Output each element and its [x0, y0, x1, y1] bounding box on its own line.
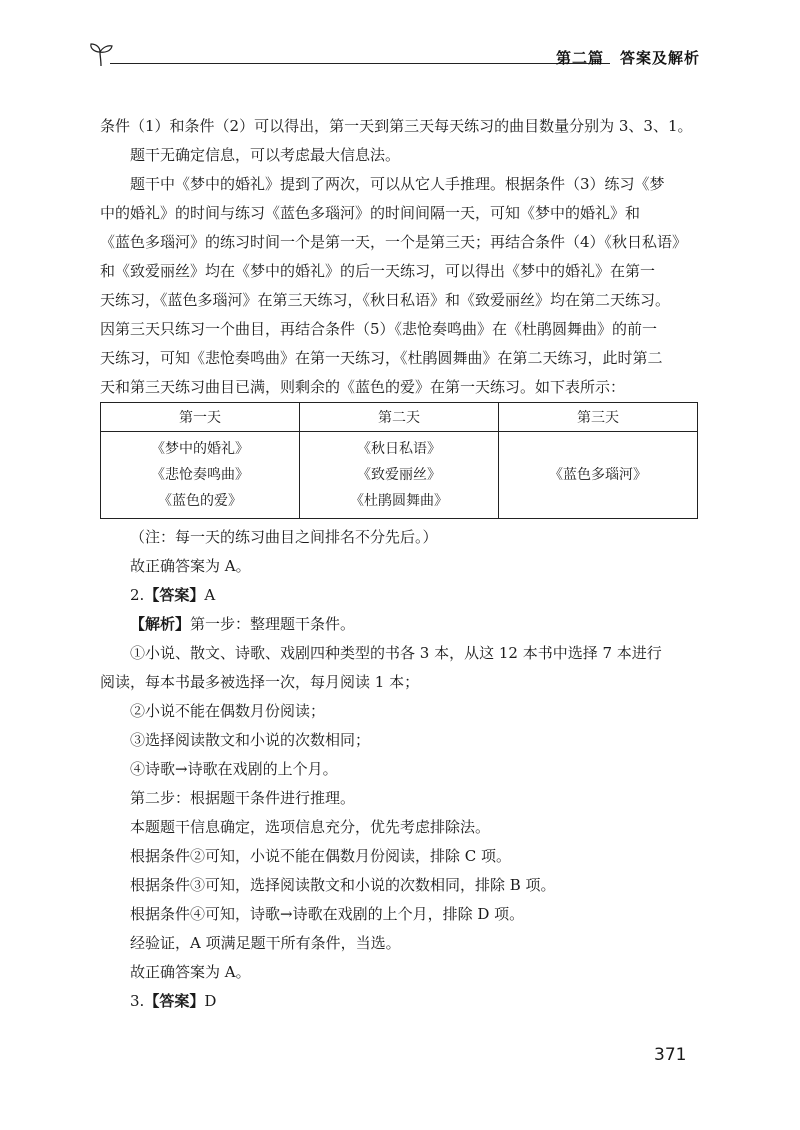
- answer-value: A: [204, 586, 216, 604]
- paragraph-line: 因第三天只练习一个曲目，再结合条件（5）《悲怆奏鸣曲》在《杜鹃圆舞曲》的前一: [100, 320, 658, 338]
- question-number: 2.: [130, 586, 145, 604]
- song-item: 《致爱丽丝》: [357, 467, 441, 483]
- paragraph-line: 题干中《梦中的婚礼》提到了两次，可以从它人手推理。根据条件（3）练习《梦: [130, 175, 665, 193]
- analysis-step: 第一步：整理题干条件。: [190, 615, 356, 633]
- condition-line: 阅读，每本书最多被选择一次，每月阅读 1 本；: [100, 673, 420, 691]
- header-rule: [110, 63, 610, 64]
- table-header-day2: 第二天: [300, 403, 499, 432]
- table-header-day3: 第三天: [499, 403, 698, 432]
- table-header-row: [101, 403, 698, 432]
- song-item: 《蓝色多瑙河》: [549, 467, 647, 483]
- condition-line: ②小说不能在偶数月份阅读；: [130, 702, 326, 720]
- question-answer-line: [100, 581, 698, 610]
- table-row: [101, 432, 698, 519]
- condition-line: ③选择阅读散文和小说的次数相同；: [130, 731, 371, 749]
- condition-line: ①小说、散文、诗歌、戏剧四种类型的书各 3 本，从这 12 本书中选择 7 本进行: [130, 644, 662, 662]
- question-number: 3.: [130, 992, 145, 1010]
- answer-tag: 【答案】: [144, 992, 205, 1010]
- question-answer-line: [100, 987, 698, 1016]
- reasoning-line: 根据条件④可知，诗歌→诗歌在戏剧的上个月，排除 D 项。: [130, 905, 525, 923]
- paragraph-line: 天和第三天练习曲目已满，则剩余的《蓝色的爱》在第一天练习。如下表所示：: [100, 378, 626, 396]
- paragraph-line: 条件（1）和条件（2）可以得出，第一天到第三天每天练习的曲目数量分别为 3、3、1。: [100, 117, 693, 135]
- paragraph-line: 天练习，《蓝色多瑙河》在第三天练习，《秋日私语》和《致爱丽丝》均在第二天练习。: [100, 291, 671, 309]
- song-item: 《悲怆奏鸣曲》: [151, 467, 249, 483]
- table-header-day1: 第一天: [101, 403, 300, 432]
- header-title: 第二篇 答案及解析: [555, 49, 700, 67]
- analysis-tag: 【解析】: [130, 615, 191, 633]
- song-item: 《蓝色的爱》: [158, 493, 242, 509]
- analysis-line: [100, 610, 698, 639]
- reasoning-line: 根据条件②可知，小说不能在偶数月份阅读，排除 C 项。: [130, 847, 512, 865]
- condition-line: ④诗歌→诗歌在戏剧的上个月。: [130, 760, 338, 778]
- table-cell-day3: [499, 432, 698, 519]
- song-item: 《杜鹃圆舞曲》: [350, 493, 448, 509]
- conclusion-line: 故正确答案为 A。: [130, 557, 251, 575]
- reasoning-line: 本题题干信息确定，选项信息充分，优先考虑排除法。: [130, 818, 491, 836]
- page-body: [100, 112, 698, 1016]
- answer-tag: 【答案】: [144, 586, 205, 604]
- reasoning-line: 第二步：根据题干条件进行推理。: [130, 789, 356, 807]
- reasoning-line: 根据条件③可知，选择阅读散文和小说的次数相同，排除 B 项。: [130, 876, 556, 894]
- table-cell-day2: [300, 432, 499, 519]
- page-number: 371: [654, 1045, 687, 1065]
- song-item: 《秋日私语》: [357, 441, 441, 457]
- reasoning-line: 经验证，A 项满足题干所有条件，当选。: [130, 934, 401, 952]
- table-cell-day1: [101, 432, 300, 519]
- paragraph-line: 天练习，可知《悲怆奏鸣曲》在第一天练习，《杜鹃圆舞曲》在第二天练习，此时第二: [100, 349, 663, 367]
- answer-value: D: [204, 992, 217, 1010]
- paragraph-line: 和《致爱丽丝》均在《梦中的婚礼》的后一天练习，可以得出《梦中的婚礼》在第一: [100, 262, 656, 280]
- song-item: 《梦中的婚礼》: [151, 441, 249, 457]
- page-header: [88, 38, 700, 72]
- table-note: （注：每一天的练习曲目之间排名不分先后。）: [130, 528, 438, 546]
- paragraph-line: 《蓝色多瑙河》的练习时间一个是第一天，一个是第三天；再结合条件（4）《秋日私语》: [100, 233, 688, 251]
- paragraph-line: 题干无确定信息，可以考虑最大信息法。: [130, 146, 401, 164]
- paragraph-line: 中的婚礼》的时间与练习《蓝色多瑙河》的时间间隔一天，可知《梦中的婚礼》和: [100, 204, 641, 222]
- practice-schedule-table: [100, 402, 698, 519]
- reasoning-line: 故正确答案为 A。: [130, 963, 251, 981]
